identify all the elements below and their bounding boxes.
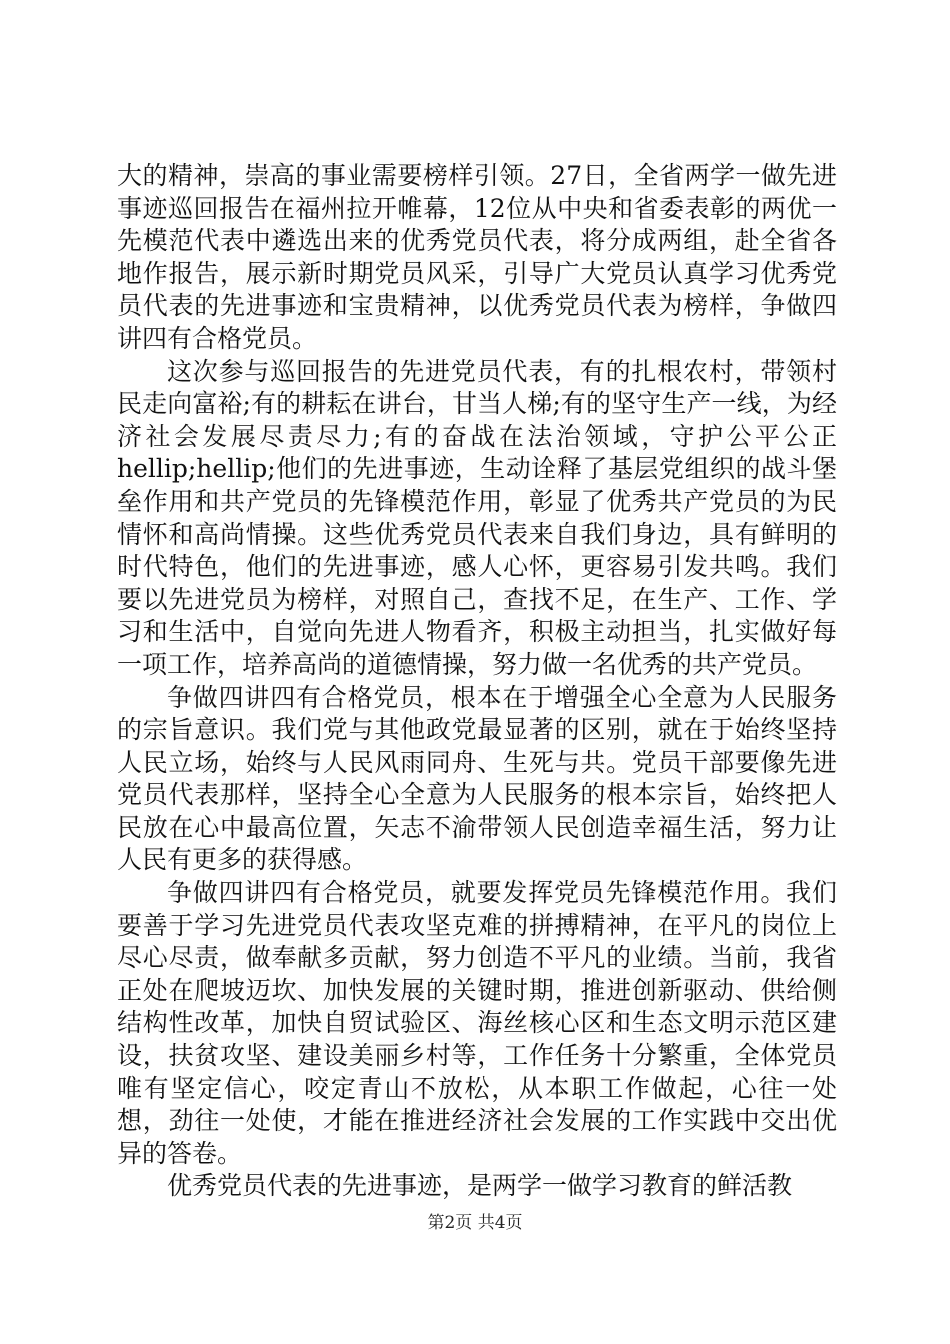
paragraph-2: 这次参与巡回报告的先进党员代表，有的扎根农村，带领村民走向富裕;有的耕耘在讲台，甘当人梯;有的坚守生产一线，为经济社会发展尽责尽力;有的奋战在法治领域，守护公平公正hellip;hellip;他们的先进事迹，生动诠释了基层党组织的战斗堡垒作用和共产党员的先锋模范作用，彰显了优秀共产党员的为民情怀和高尚情操。这些优秀党员代表来自我们身边，具有鲜明的时代特色，他们的先进事迹，感人心怀，更容易引发共鸣。我们要以先进党员为榜样，对照自己，查找不足，在生产、工作、学习和生活中，自觉向先进人物看齐，积极主动担当，扎实做好每一项工作，培养高尚的道德情操，努力做一名优秀的共产党员。 [117,356,837,679]
paragraph-4: 争做四讲四有合格党员，就要发挥党员先锋模范作用。我们要善于学习先进党员代表攻坚克难的拼搏精神，在平凡的岗位上尽心尽责，做奉献多贡献，努力创造不平凡的业绩。当前，我省正处在爬坡迈坎、加快发展的关键时期，推进创新驱动、供给侧结构性改革，加快自贸试验区、海丝核心区和生态文明示范区建设，扶贫攻坚、建设美丽乡村等，工作任务十分繁重，全体党员唯有坚定信心，咬定青山不放松，从本职工作做起，心往一处想，劲往一处使，才能在推进经济社会发展的工作实践中交出优异的答卷。 [117,878,837,1168]
document-body [117,160,837,1203]
page-number-footer: 第2页 共4页 [427,1213,523,1233]
paragraph-3: 争做四讲四有合格党员，根本在于增强全心全意为人民服务的宗旨意识。我们党与其他政党最显著的区别，就在于始终坚持人民立场，始终与人民风雨同舟、生死与共。党员干部要像先进党员代表那样，坚持全心全意为人民服务的根本宗旨，始终把人民放在心中最高位置，矢志不渝带领人民创造幸福生活，努力让人民有更多的获得感。 [117,682,837,875]
paragraph-1: 大的精神，崇高的事业需要榜样引领。27日，全省两学一做先进事迹巡回报告在福州拉开帷幕，12位从中央和省委表彰的两优一先模范代表中遴选出来的优秀党员代表，将分成两组，赴全省各地作报告，展示新时期党员风采，引导广大党员认真学习优秀党员代表的先进事迹和宝贵精神，以优秀党员代表为榜样，争做四讲四有合格党员。 [117,161,837,353]
paragraph-5: 优秀党员代表的先进事迹，是两学一做学习教育的鲜活教 [167,1171,793,1201]
